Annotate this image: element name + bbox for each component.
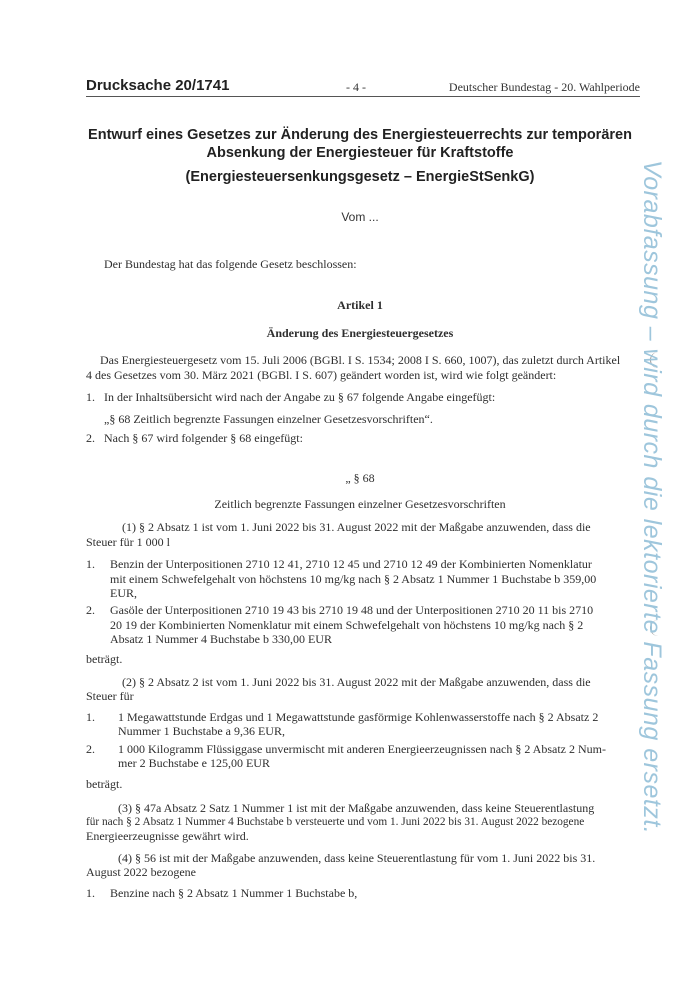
para-1-item-1-line-3: EUR, bbox=[110, 586, 137, 600]
title-line-1: Entwurf eines Gesetzes zur Änderung des Energiesteuerrechts zur temporären bbox=[88, 127, 632, 143]
section-title: Zeitlich begrenzte Fassungen einzelner Gesetzesvorschriften bbox=[214, 497, 506, 511]
item-number: 2. bbox=[86, 431, 95, 445]
para-3-line-1: (3) § 47a Absatz 2 Satz 1 Nummer 1 ist mit der Maßgabe anzuwenden, dass keine Steuerentlastung bbox=[118, 801, 595, 815]
item-2-text: Nach § 67 wird folgender § 68 eingefügt: bbox=[104, 431, 303, 445]
para-4-line-2: August 2022 bezogene bbox=[86, 865, 196, 879]
title-short-name: (Energiesteuersenkungsgesetz – EnergieStSenkG) bbox=[185, 169, 535, 185]
article-subheading: Änderung des Energiesteuergesetzes bbox=[266, 326, 454, 340]
item-number: 2. bbox=[86, 603, 95, 617]
para-1-item-2-line-3: Absatz 1 Nummer 4 Buchstabe b 330,00 EUR bbox=[110, 632, 332, 646]
draft-watermark: Vorabfassung – wird durch die lektorierte Fassung ersetzt. bbox=[638, 160, 666, 835]
section-heading: „ § 68 bbox=[345, 471, 375, 485]
para-2-item-2-line-1: 1 000 Kilogramm Flüssiggase unvermischt mit anderen Energieerzeugnissen nach § 2 Absatz 2 Num- bbox=[118, 742, 607, 756]
item-number: 2. bbox=[86, 742, 95, 756]
para-2-item-2-line-2: mer 2 Buchstabe e 125,00 EUR bbox=[118, 756, 270, 770]
para-2-end: beträgt. bbox=[86, 777, 123, 791]
article-heading: Artikel 1 bbox=[337, 298, 383, 312]
item-1-text: In der Inhaltsübersicht wird nach der Angabe zu § 67 folgende Angabe eingefügt: bbox=[104, 390, 496, 404]
document-number: Drucksache 20/1741 bbox=[86, 77, 230, 94]
enactment-clause: Der Bundestag hat das folgende Gesetz beschlossen: bbox=[104, 257, 357, 271]
para-1-item-1-line-1: Benzin der Unterpositionen 2710 12 41, 2710 12 45 und 2710 12 49 der Kombinierten Nomenklatur bbox=[110, 557, 592, 571]
para-2-line-2: Steuer für bbox=[86, 689, 134, 703]
para-2-item-1-line-1: 1 Megawattstunde Erdgas und 1 Megawattstunde gasförmige Kohlenwasserstoffe nach § 2 Absatz 2 bbox=[118, 710, 599, 724]
article-lead-line-2: 4 des Gesetzes vom 30. März 2021 (BGBl. I S. 607) geändert worden ist, wird wie folgt geändert: bbox=[86, 368, 557, 382]
para-4-item-1-line-1: Benzine nach § 2 Absatz 1 Nummer 1 Buchstabe b, bbox=[110, 886, 358, 900]
para-1-item-1-line-2: mit einem Schwefelgehalt von höchstens 10 mg/kg nach § 2 Absatz 1 Nummer 1 Buchstabe b 359,00 bbox=[110, 572, 597, 586]
para-1-line-1: (1) § 2 Absatz 1 ist vom 1. Juni 2022 bis 31. August 2022 mit der Maßgabe anzuwenden, dass die bbox=[122, 520, 591, 534]
title-line-2: Absenkung der Energiesteuer für Kraftstoffe bbox=[206, 145, 514, 161]
date-line: Vom ... bbox=[341, 210, 379, 224]
para-3-line-3: Energieerzeugnisse gewährt wird. bbox=[86, 829, 249, 843]
para-1-item-2-line-2: 20 19 der Kombinierten Nomenklatur mit einem Schwefelgehalt von höchstens 10 mg/kg nach § 2 bbox=[110, 618, 584, 632]
para-3-line-2: für nach § 2 Absatz 1 Nummer 4 Buchstabe b versteuerte und vom 1. Juni 2022 bis 31. August 2022 bezogene bbox=[86, 816, 585, 828]
item-number: 1. bbox=[86, 390, 95, 404]
para-1-end: beträgt. bbox=[86, 652, 123, 666]
para-2-item-1-line-2: Nummer 1 Buchstabe a 9,36 EUR, bbox=[118, 724, 285, 738]
page-number: - 4 - bbox=[346, 80, 366, 94]
item-number: 1. bbox=[86, 886, 95, 900]
header-rule bbox=[86, 96, 640, 97]
item-1-quote: „§ 68 Zeitlich begrenzte Fassungen einzelner Gesetzesvorschriften“. bbox=[104, 412, 433, 426]
para-1-item-2-line-1: Gasöle der Unterpositionen 2710 19 43 bis 2710 19 48 und der Unterpositionen 2710 20 11 bis 2710 bbox=[110, 603, 594, 617]
para-4-line-1: (4) § 56 ist mit der Maßgabe anzuwenden, dass keine Steuerentlastung für vom 1. Juni 2022 bis 31. bbox=[118, 851, 596, 865]
article-lead-line-1: Das Energiesteuergesetz vom 15. Juli 2006 (BGBl. I S. 1534; 2008 I S. 660, 1007), das zuletzt durch Artikel bbox=[100, 353, 621, 367]
parliament-period: Deutscher Bundestag - 20. Wahlperiode bbox=[448, 80, 640, 94]
item-number: 1. bbox=[86, 710, 95, 724]
para-2-line-1: (2) § 2 Absatz 2 ist vom 1. Juni 2022 bis 31. August 2022 mit der Maßgabe anzuwenden, dass die bbox=[122, 675, 591, 689]
para-1-line-2: Steuer für 1 000 l bbox=[86, 535, 170, 549]
item-number: 1. bbox=[86, 557, 95, 571]
